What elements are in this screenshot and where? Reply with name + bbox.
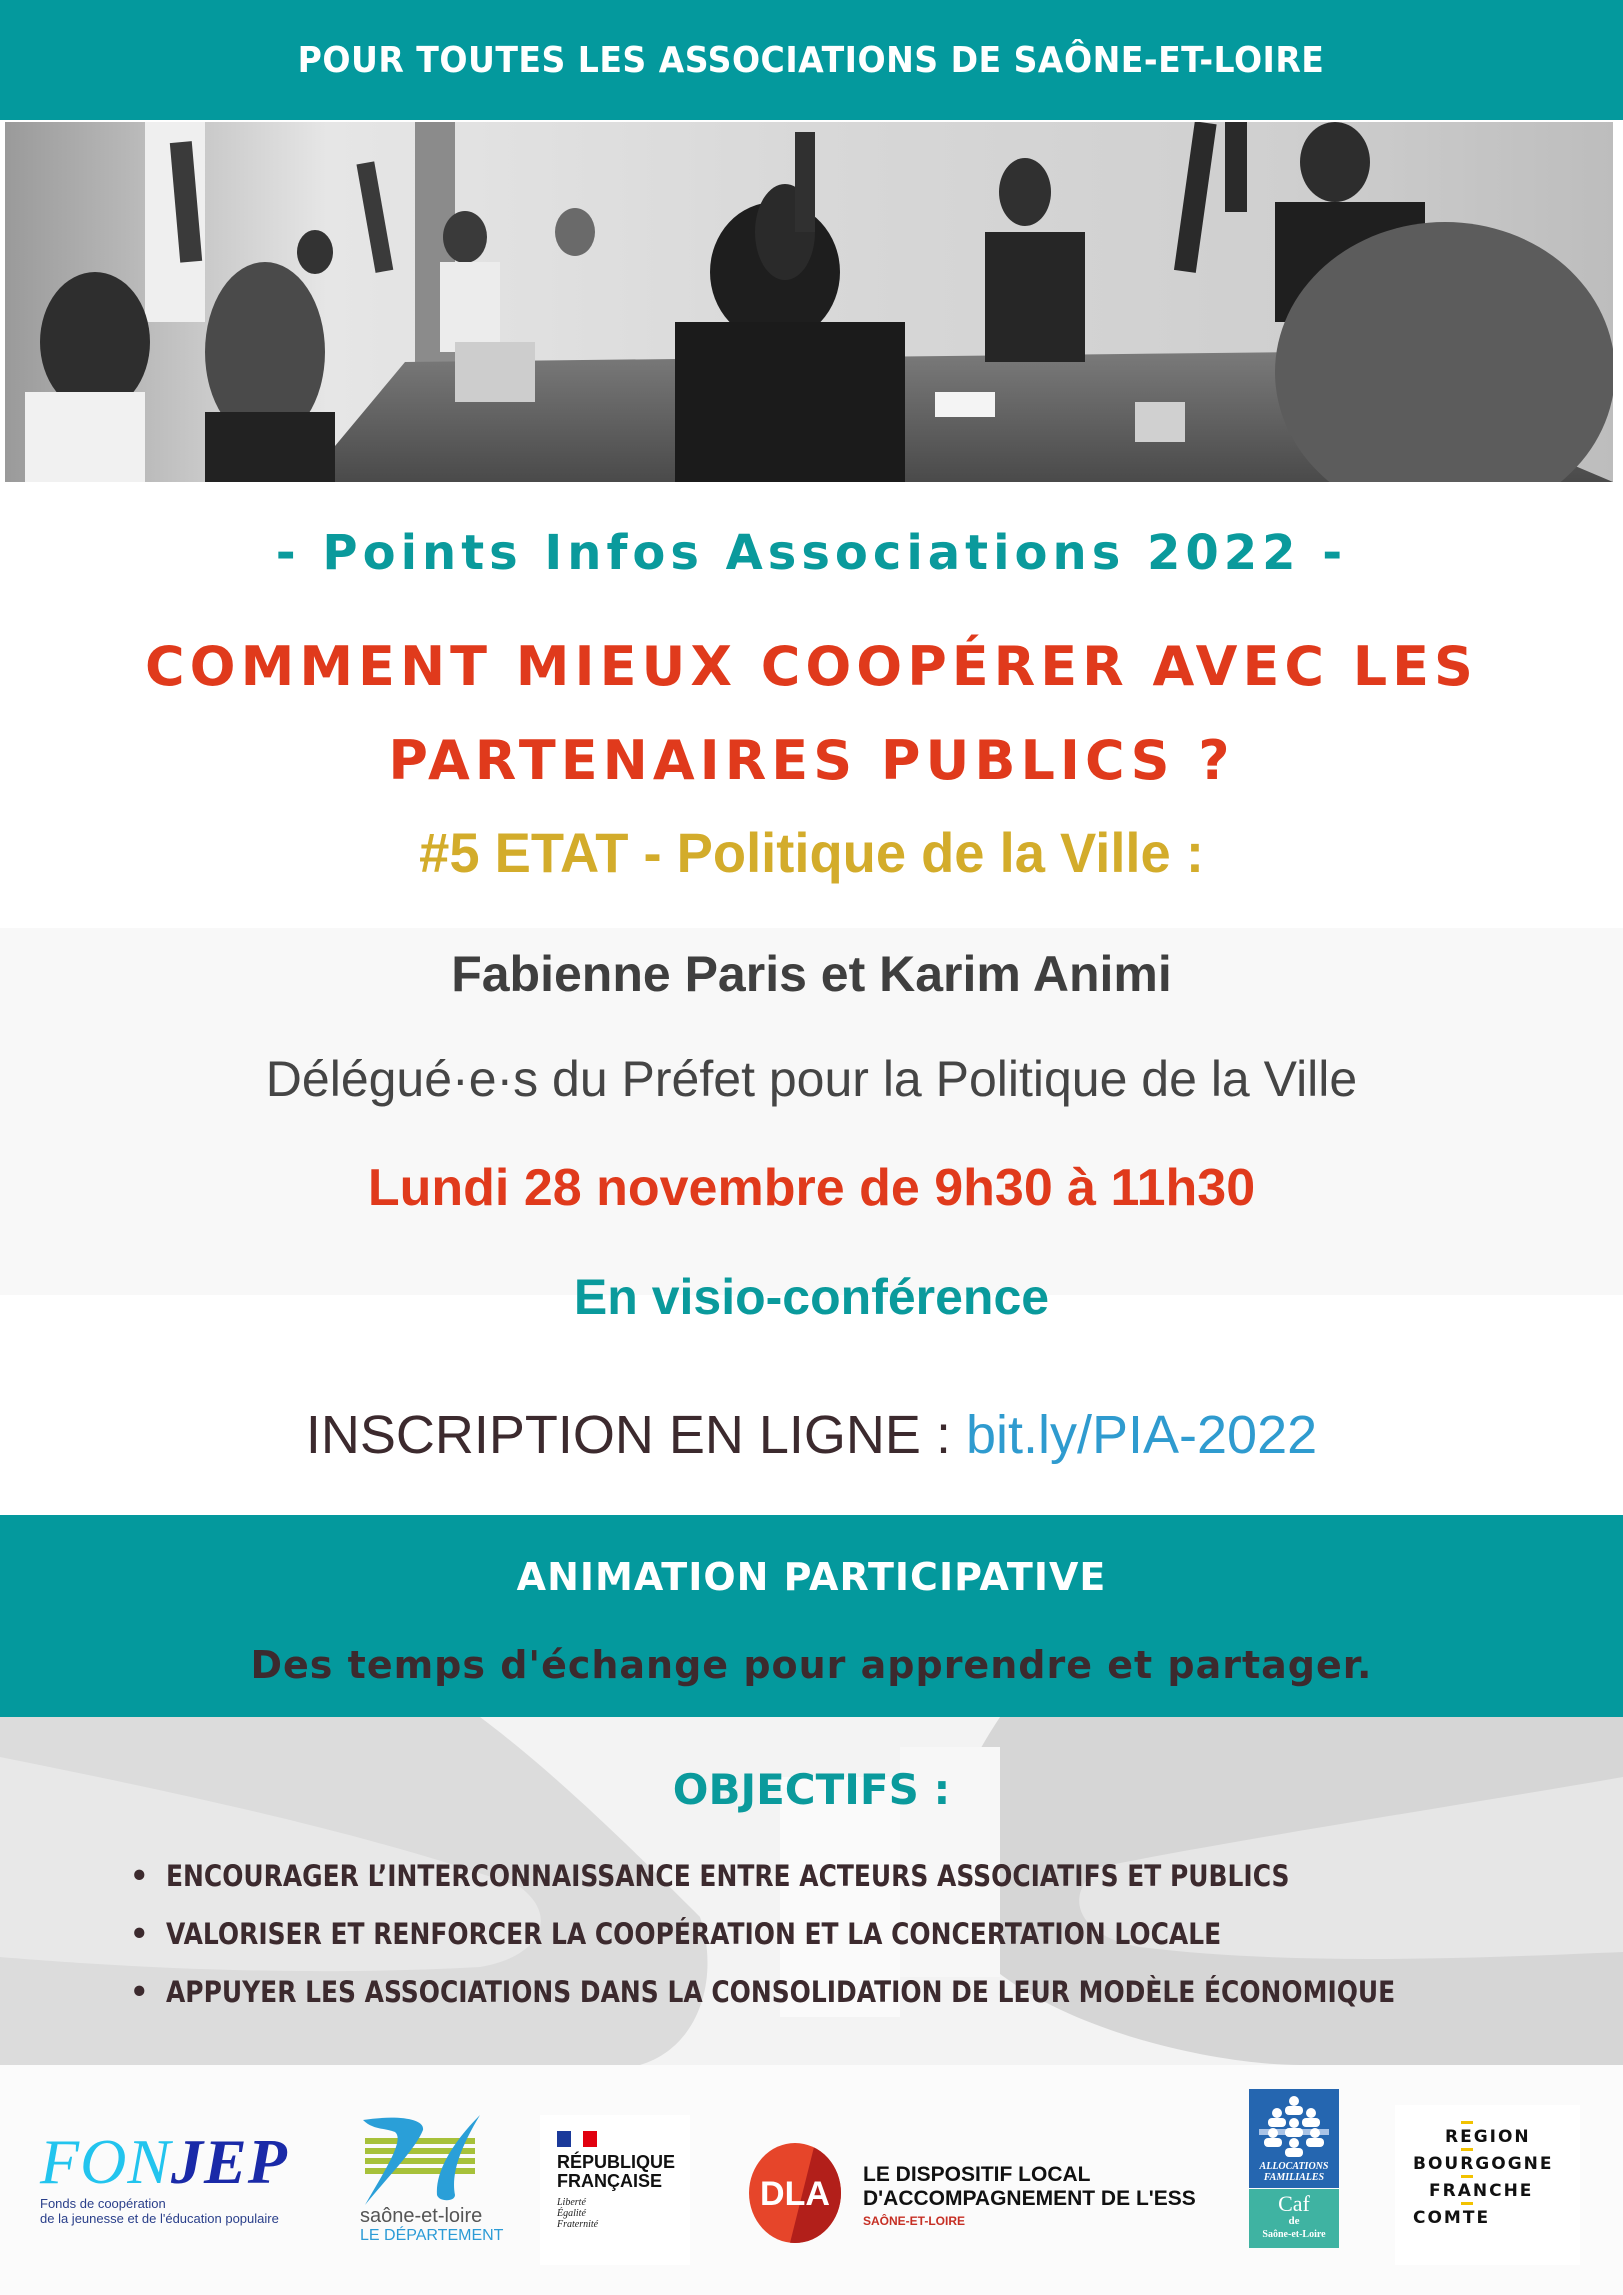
headline-line-1: COMMENT MIEUX COOPÉRER AVEC LES xyxy=(145,635,1478,698)
saone-et-loire-logo: saône-et-loire LE DÉPARTEMENT xyxy=(355,2110,485,2250)
saone-et-loire-emblem-icon xyxy=(355,2110,485,2205)
partner-logos xyxy=(0,2065,1623,2295)
headline xyxy=(0,620,1623,808)
svg-text:DLA: DLA xyxy=(760,2175,830,2213)
bullet-icon: • xyxy=(130,1975,149,2009)
animation-title: ANIMATION PARTICIPATIVE xyxy=(516,1555,1107,1599)
series-title: - Points Infos Associations 2022 - xyxy=(275,525,1348,581)
session-title xyxy=(0,820,1623,885)
session-title-text: #5 ETAT - Politique de la Ville : xyxy=(419,821,1204,884)
dla-logo: DLA LE DISPOSITIF LOCAL D'ACCOMPAGNEMENT DE L'ESS SAÔNE-ET-LOIRE xyxy=(745,2135,1225,2245)
meeting-photo-image xyxy=(5,122,1613,482)
french-flag-icon xyxy=(557,2131,597,2147)
top-banner xyxy=(0,0,1623,120)
dla-circle-icon xyxy=(745,2143,845,2243)
objective-item: • VALORISER ET RENFORCER LA COOPÉRATION ET LA CONCERTATION LOCALE xyxy=(130,1905,1595,1963)
objectives-list xyxy=(130,1847,1595,2021)
objective-item: • ENCOURAGER L’INTERCONNAISSANCE ENTRE ACTEURS ASSOCIATIFS ET PUBLICS xyxy=(130,1847,1595,1905)
hero-photo-meeting xyxy=(5,122,1613,482)
bullet-icon: • xyxy=(130,1917,149,1951)
animation-subtitle: Des temps d'échange pour apprendre et partager. xyxy=(250,1643,1373,1687)
event-format: En visio-conférence xyxy=(573,1269,1050,1325)
objectives-section xyxy=(0,1717,1623,2065)
banner-text: POUR TOUTES LES ASSOCIATIONS DE SAÔNE-ET-LOIRE xyxy=(298,39,1325,81)
fonjep-logo: FONJEP Fonds de coopération de la jeunesse et de l'éducation populaire xyxy=(40,2126,288,2226)
republique-francaise-logo: RÉPUBLIQUE FRANÇAISE Liberté Égalité Fraternité xyxy=(540,2115,690,2265)
registration-line xyxy=(0,1404,1623,1466)
bullet-icon: • xyxy=(130,1859,149,1893)
registration-label: INSCRIPTION EN LIGNE : xyxy=(305,1405,966,1465)
caf-figures-icon xyxy=(1259,2095,1329,2157)
headline-line-2: PARTENAIRES PUBLICS ? xyxy=(388,729,1235,792)
event-date: Lundi 28 novembre de 9h30 à 11h30 xyxy=(367,1159,1256,1217)
registration-link[interactable]: bit.ly/PIA-2022 xyxy=(965,1405,1318,1465)
speakers-role: Délégué·e·s du Préfet pour la Politique de la Ville xyxy=(265,1051,1358,1107)
speakers-names: Fabienne Paris et Karim Animi xyxy=(451,946,1172,1002)
region-bfc-logo: REGION BOURGOGNE FRANCHE COMTE xyxy=(1395,2105,1580,2265)
caf-logo: ALLOCATIONS FAMILIALES Caf de Saône-et-Loire xyxy=(1249,2089,1339,2248)
objectives-title: OBJECTIFS : xyxy=(672,1765,951,1814)
animation-band xyxy=(0,1515,1623,1717)
objective-item: • APPUYER LES ASSOCIATIONS DANS LA CONSOLIDATION DE LEUR MODÈLE ÉCONOMIQUE xyxy=(130,1963,1595,2021)
